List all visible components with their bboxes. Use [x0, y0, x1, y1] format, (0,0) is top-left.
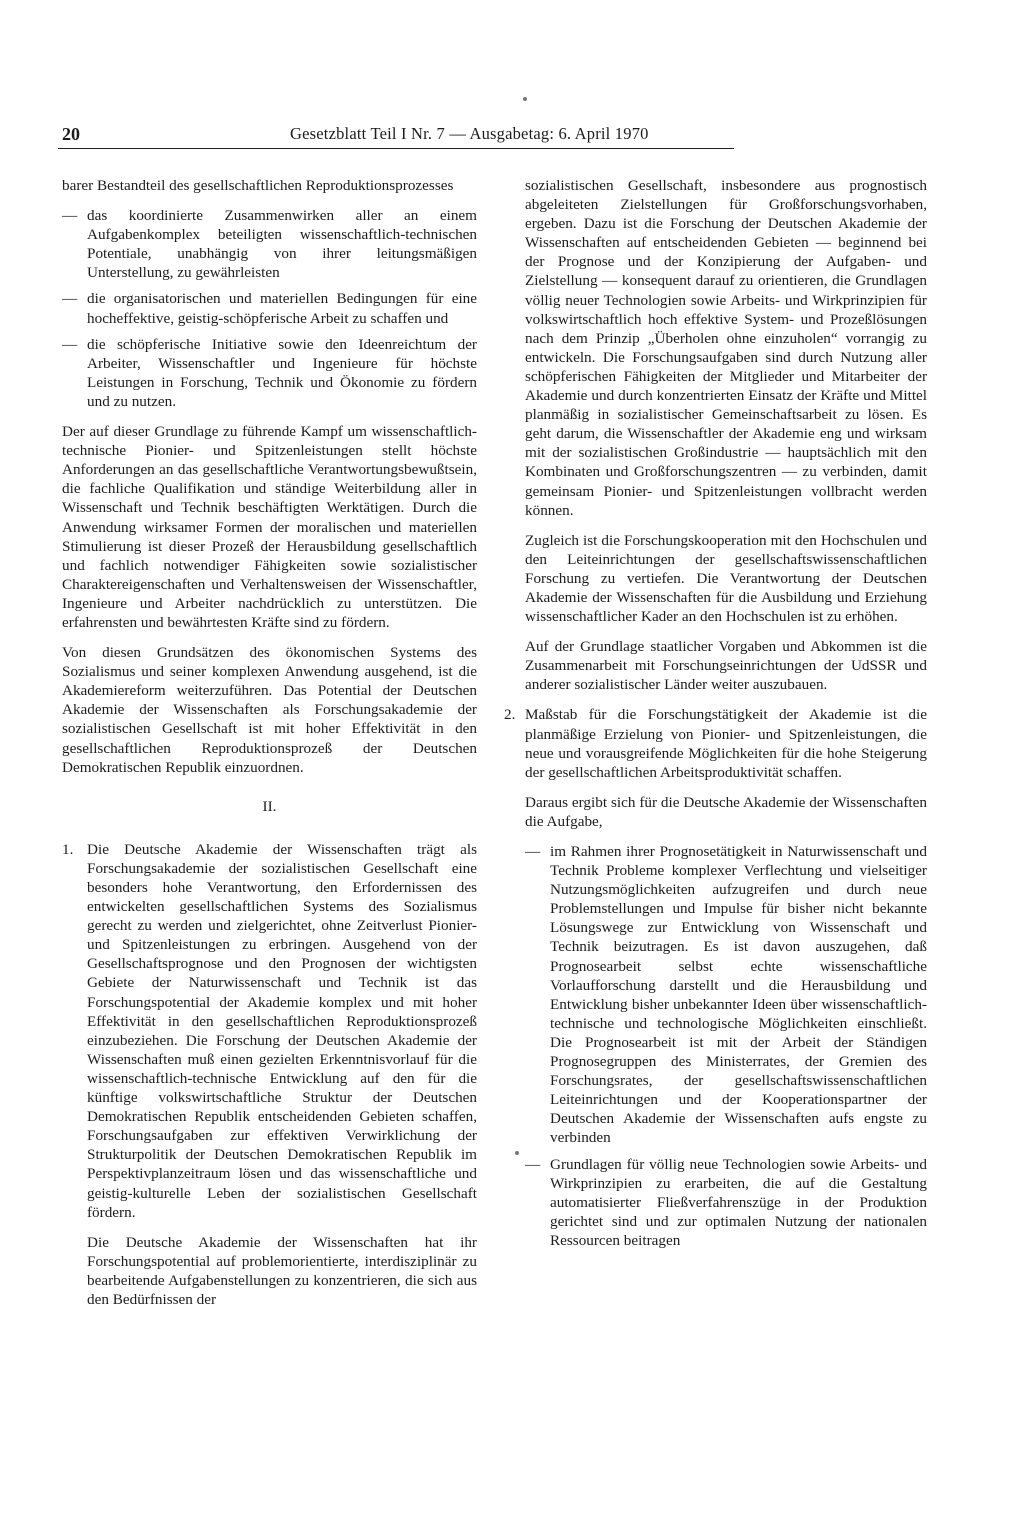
paragraph: Maßstab für die Forschungstätigkeit der Akademie ist die planmäßige Erzielung von Pionier- und Spitzenleistungen, die neue und vorausgreifende Möglichkeiten für die hohe Steigerung der gesellschaftlichen Arbeitsproduktivität schaffen. — [525, 706, 927, 781]
list-item: — im Rahmen ihrer Prognosetätigkeit in Naturwissenschaft und Technik Probleme komplexer Verflechtung und vielseitiger Nutzungsmöglichkeiten aufzugreifen und durch neue Problemstellungen und Impulse für bisher nicht bekannte Lösungswege zur Entwicklung von Wissenschaft und Technik beizutragen. Es ist davon auszugehen, daß Prognosearbeit selbst echte wissenschaftliche Vorlaufforschung darstellt und die Herausbildung und Entwicklung bisher unbekannter Ideen über wissenschaftlich-technische und technologische Möglichkeiten einschließt. Die Prognosearbeit ist mit der Arbeit der Ständigen Prognosegruppen des Ministerrates, der Gremien des Forschungsrates, der gesellschaftswissenschaftlichen Leiteinrichtungen und der Kooperationspartner der Deutschen Akademie der Wissenschaften aufs engste zu verbinden — [525, 842, 927, 1148]
running-title: Gesetzblatt Teil I Nr. 7 — Ausgabetag: 6. April 1970 — [290, 124, 649, 143]
numbered-item-1 — [62, 840, 477, 1309]
paragraph: Daraus ergibt sich für die Deutsche Akademie der Wissenschaften die Aufgabe, — [525, 793, 927, 830]
list-item: — das koordinierte Zusammenwirken aller an einem Aufgabenkomplex beteiligten wissenschaftlich-technischen Potentiale, unabhängig von ihrer leitungsmäßigen Unterstellung, zu gewährleisten — [62, 206, 477, 282]
bullet-list — [525, 842, 927, 1250]
list-item: — die organisatorischen und materiellen Bedingungen für eine hocheffektive, geistig-schöpferische Arbeit zu schaffen und — [62, 289, 477, 327]
intro-paragraph: barer Bestandteil des gesellschaftlichen Reproduktionsprozesses — [62, 177, 454, 194]
list-item: — Grundlagen für völlig neue Technologien sowie Arbeits- und Wirkprinzipien zu erarbeiten, die auf die Gestaltung automatisierter Fließverfahrenszüge in der Produktion gerichtet sind und zur optimalen Nutzung der nationalen Ressourcen beitragen — [525, 1155, 927, 1250]
paragraph: Auf der Grundlage staatlicher Vorgaben und Abkommen ist die Zusammenarbeit mit Forschungseinrichtungen der UdSSR und anderer sozialistischer Länder weiter auszubauen. — [525, 638, 927, 694]
item-number: 1. — [62, 840, 74, 858]
bullet-list — [62, 206, 477, 411]
scan-speck — [515, 1151, 519, 1155]
left-column — [62, 176, 477, 1320]
right-column — [504, 176, 927, 1261]
paragraph: sozialistischen Gesellschaft, insbesondere aus prognostisch abgeleiteten Zielstellungen für Großforschungsvorhaben, ergeben. Dazu ist die Forschung der Deutschen Akademie der Wissenschaften auf entscheidenden Gebieten — beginnend bei der Prognose und der Konzipierung der Aufgaben- und Zielstellung — konsequent darauf zu orientieren, die Grundlagen völlig neuer Technologien sowie Arbeits- und Wirkprinzipien für volkswirtschaftlich hoch effektive System- und Prozeßlösungen nach dem Prinzip „Überholen ohne einzuholen“ vorrangig zu entwickeln. Die Forschungsaufgaben sind durch Nutzung aller schöpferischen Fähigkeiten der Mitglieder und Mitarbeiter der Akademie und durch konzentrierten Einsatz der Kräfte und Mittel planmäßig in sozialistischer Gemeinschaftsarbeit zu lösen. Es geht darum, die Wissenschaftler der Akademie eng und wirksam mit der sozialistischen Großindustrie — hauptsächlich mit den Kombinaten und Großforschungszentren — zu verbinden, damit gemeinsam Pionier- und Spitzenleistungen vollbracht werden können. — [525, 177, 927, 519]
scan-speck — [523, 97, 527, 101]
paragraph: Die Deutsche Akademie der Wissenschaften trägt als Forschungsakademie der sozialistischen Gesellschaft eine besonders hohe Verantwortung, den Erfordernissen des entwickelten gesellschaftlichen Systems des Sozialismus gerecht zu werden und zielgerichtet, ohne Zeitverlust Pionier- und Spitzenleistungen zu erbringen. Ausgehend von der Gesellschaftsprognose und den Prognosen der wichtigsten Gebiete der Naturwissenschaft und Technik ist das Forschungspotential der Akademie komplex und mit hoher Effektivität in den gesellschaftlichen Reproduktionsprozeß einzubeziehen. Die Forschung der Deutschen Akademie der Wissenschaften muß einen gezielten Erkenntnisvorlauf für die wissenschaftlich-technische Entwicklung auf den für die künftige volkswirtschaftliche Struktur der Deutschen Demokratischen Republik entscheidenden Gebieten schaffen, Forschungsaufgaben zur effektiven Verwirklichung der Strukturpolitik der Deutschen Demokratischen Republik im Perspektivplanzeitraum lösen und das wissenschaftliche und geistig-kulturelle Leben der sozialistischen Gesellschaft fördern. — [87, 840, 477, 1221]
list-item: — die schöpferische Initiative sowie den Ideenreichtum der Arbeiter, Wissenschaftler und Ingenieure für höchste Leistungen in Forschung, Technik und Ökonomie zu fördern und zu nutzen. — [62, 335, 477, 411]
paragraph: Der auf dieser Grundlage zu führende Kampf um wissenschaftlich-technische Pionier- und Spitzenleistungen stellt höchste Anforderungen an das gesellschaftliche Verantwortungsbewußtsein, die fachliche Qualifikation und ständige Weiterbildung aller in Wissenschaft und Technik beschäftigten Werktätigen. Durch die Anwendung wirksamer Formen der moralischen und materiellen Stimulierung ist dieser Prozeß der Herausbildung gesellschaftlich und fachlich notwendiger Fähigkeiten sowie sozialistischer Charaktereigenschaften und Verhaltensweisen der Wissenschaftler, Ingenieure und Arbeiter nachdrücklich zu unterstützen. Die erfahrensten und bewährtesten Kräfte sind zu fördern. — [62, 423, 477, 631]
item-number: 2. — [504, 706, 516, 724]
section-heading: II. — [262, 797, 277, 815]
page-header — [58, 118, 734, 149]
numbered-item-2 — [506, 705, 927, 1250]
paragraph: Die Deutsche Akademie der Wissenschaften hat ihr Forschungspotential auf problemorientierte, interdisziplinär zu bearbeitende Aufgabenstellungen zu konzentrieren, die sich aus den Bedürfnissen der — [87, 1233, 477, 1308]
page-number: 20 — [62, 124, 80, 144]
paragraph: Von diesen Grundsätzen des ökonomischen Systems des Sozialismus und seiner komplexen Anwendung ausgehend, ist die Akademiereform weiterzuführen. Das Potential der Deutschen Akademie der Wissenschaften als Forschungsakademie der sozialistischen Gesellschaft ist mit hoher Effektivität in den gesellschaftlichen Reproduktionsprozeß der Deutschen Demokratischen Republik einzuordnen. — [62, 644, 477, 776]
paragraph: Zugleich ist die Forschungskooperation mit den Hochschulen und den Leiteinrichtungen der gesellschaftswissenschaftlichen Forschung zu vertiefen. Die Verantwortung der Deutschen Akademie der Wissenschaften für die Ausbildung und Erziehung wissenschaftlicher Kader an den Hochschulen ist zu erhöhen. — [525, 531, 927, 626]
